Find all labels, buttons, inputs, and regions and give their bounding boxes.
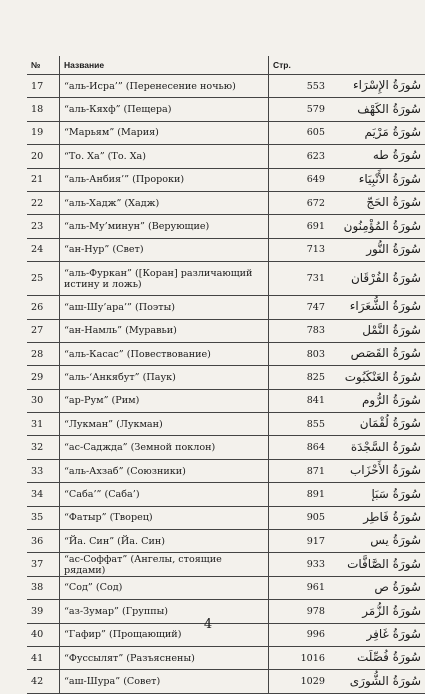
table-header-row	[27, 56, 425, 75]
row-page: 978	[269, 600, 330, 623]
row-number: 38	[27, 576, 60, 599]
row-arabic-title: سُورَةُ الفُرْقَان	[329, 262, 425, 296]
row-number: 39	[27, 600, 60, 623]
row-page: 713	[269, 238, 330, 261]
row-name: “ас-Соффат” (Ангелы, стоящие рядами)	[60, 553, 269, 576]
row-arabic-title: سُورَةُ السَّجْدَة	[329, 436, 425, 459]
table-row	[27, 262, 425, 296]
row-arabic-title: سُورَةُ الزُّمَر	[329, 600, 425, 623]
row-page: 605	[269, 121, 330, 144]
row-page: 1029	[269, 670, 330, 693]
header-name: Название	[60, 56, 269, 75]
row-page: 747	[269, 296, 330, 319]
row-arabic-title: سُورَةُ ص	[329, 576, 425, 599]
row-name: “аль-Му’минун” (Верующие)	[60, 215, 269, 238]
table-row	[27, 75, 425, 98]
row-name: “аль-Ахзаб” (Союзники)	[60, 459, 269, 482]
row-number: 42	[27, 670, 60, 693]
table-row	[27, 670, 425, 693]
row-arabic-title: سُورَةُ لُقْمَان	[329, 413, 425, 436]
row-arabic-title: سُورَةُ الأَنْبِيَاء	[329, 168, 425, 191]
row-name: “Йа. Син” (Йа. Син)	[60, 530, 269, 553]
row-name: “аль-Анбия’” (Пророки)	[60, 168, 269, 191]
table-row	[27, 389, 425, 412]
row-number: 27	[27, 319, 60, 342]
row-arabic-title: سُورَةُ النَّمْل	[329, 319, 425, 342]
row-name: “аш-Шу’ара’” (Поэты)	[60, 296, 269, 319]
row-page: 731	[269, 262, 330, 296]
row-name: “ан-Намль” (Муравьи)	[60, 319, 269, 342]
row-number: 35	[27, 506, 60, 529]
table-row	[27, 296, 425, 319]
table-row	[27, 436, 425, 459]
row-name: “Сод” (Сод)	[60, 576, 269, 599]
row-arabic-title: سُورَةُ القَصَص	[329, 342, 425, 365]
row-page: 871	[269, 459, 330, 482]
table-row	[27, 646, 425, 669]
row-name: “аль-Касас” (Повествование)	[60, 342, 269, 365]
table-row	[27, 319, 425, 342]
row-number: 26	[27, 296, 60, 319]
row-arabic-title: سُورَةُ الأَحْزَاب	[329, 459, 425, 482]
row-arabic-title: سُورَةُ طه	[329, 145, 425, 168]
row-page: 905	[269, 506, 330, 529]
table-row	[27, 459, 425, 482]
row-page: 864	[269, 436, 330, 459]
table-row	[27, 215, 425, 238]
row-name: “аль-Хадж” (Хадж)	[60, 191, 269, 214]
row-arabic-title: سُورَةُ الصَّافَّات	[329, 553, 425, 576]
row-page: 933	[269, 553, 330, 576]
row-number: 24	[27, 238, 60, 261]
row-name: “Саба’” (Саба’)	[60, 483, 269, 506]
header-arabic	[329, 56, 425, 75]
table-row	[27, 483, 425, 506]
row-page: 1016	[269, 646, 330, 669]
row-page: 917	[269, 530, 330, 553]
row-arabic-title: سُورَةُ الإِسْرَاء	[329, 75, 425, 98]
row-number: 34	[27, 483, 60, 506]
row-name: “аз-Зумар” (Группы)	[60, 600, 269, 623]
row-number: 17	[27, 75, 60, 98]
row-arabic-title: سُورَةُ فَاطِر	[329, 506, 425, 529]
header-page: Стр.	[269, 56, 330, 75]
row-page: 855	[269, 413, 330, 436]
contents-table	[27, 56, 425, 694]
row-page: 783	[269, 319, 330, 342]
row-name: “Марьям” (Мария)	[60, 121, 269, 144]
row-arabic-title: سُورَةُ سَبَإ	[329, 483, 425, 506]
row-arabic-title: سُورَةُ الرُّوم	[329, 389, 425, 412]
row-arabic-title: سُورَةُ الشُّعَرَاء	[329, 296, 425, 319]
table-row	[27, 366, 425, 389]
row-arabic-title: سُورَةُ الكَهْف	[329, 98, 425, 121]
header-number: №	[27, 56, 60, 75]
table-row	[27, 121, 425, 144]
row-arabic-title: سُورَةُ العَنْكَبُوت	[329, 366, 425, 389]
table-row	[27, 168, 425, 191]
row-name: “ан-Нур” (Свет)	[60, 238, 269, 261]
row-name: “ар-Рум” (Рим)	[60, 389, 269, 412]
table-row	[27, 191, 425, 214]
row-number: 18	[27, 98, 60, 121]
row-name: “Фатыр” (Творец)	[60, 506, 269, 529]
row-name: “ас-Саджда” (Земной поклон)	[60, 436, 269, 459]
row-number: 32	[27, 436, 60, 459]
row-page: 841	[269, 389, 330, 412]
row-number: 37	[27, 553, 60, 576]
table-row	[27, 576, 425, 599]
row-page: 825	[269, 366, 330, 389]
row-page: 672	[269, 191, 330, 214]
row-name: “аль-Фуркан” ([Коран] различающий истину и ложь)	[60, 262, 269, 296]
row-page: 691	[269, 215, 330, 238]
row-name: “аль-‘Анкябут” (Паук)	[60, 366, 269, 389]
row-number: 23	[27, 215, 60, 238]
row-number: 29	[27, 366, 60, 389]
table-row	[27, 530, 425, 553]
row-number: 30	[27, 389, 60, 412]
row-number: 36	[27, 530, 60, 553]
page-number: 4	[203, 617, 213, 632]
row-number: 19	[27, 121, 60, 144]
row-number: 22	[27, 191, 60, 214]
row-number: 31	[27, 413, 60, 436]
table-row	[27, 413, 425, 436]
row-page: 623	[269, 145, 330, 168]
table-row	[27, 553, 425, 576]
row-number: 33	[27, 459, 60, 482]
row-page: 961	[269, 576, 330, 599]
row-name: “То. Ха” (То. Ха)	[60, 145, 269, 168]
row-number: 20	[27, 145, 60, 168]
row-page: 996	[269, 623, 330, 646]
row-name: “Фуссылят” (Разъяснены)	[60, 646, 269, 669]
row-arabic-title: سُورَةُ مَرْيَم	[329, 121, 425, 144]
table-row	[27, 238, 425, 261]
table-row	[27, 506, 425, 529]
row-page: 579	[269, 98, 330, 121]
row-name: “аш-Шура” (Совет)	[60, 670, 269, 693]
row-name: “Гафир” (Прощающий)	[60, 623, 269, 646]
row-arabic-title: سُورَةُ فُصِّلَت	[329, 646, 425, 669]
table-row	[27, 98, 425, 121]
row-page: 649	[269, 168, 330, 191]
row-number: 41	[27, 646, 60, 669]
row-page: 803	[269, 342, 330, 365]
row-name: “аль-Исра’” (Перенесение ночью)	[60, 75, 269, 98]
row-number: 40	[27, 623, 60, 646]
row-page: 553	[269, 75, 330, 98]
row-arabic-title: سُورَةُ النُّور	[329, 238, 425, 261]
table-row	[27, 145, 425, 168]
row-arabic-title: سُورَةُ المُؤْمِنُون	[329, 215, 425, 238]
row-number: 21	[27, 168, 60, 191]
row-name: “аль-Кяхф” (Пещера)	[60, 98, 269, 121]
table-row	[27, 342, 425, 365]
row-arabic-title: سُورَةُ الحَجّ	[329, 191, 425, 214]
row-arabic-title: سُورَةُ يس	[329, 530, 425, 553]
row-name: “Лукман” (Лукман)	[60, 413, 269, 436]
row-number: 25	[27, 262, 60, 296]
row-arabic-title: سُورَةُ الشُّورَى	[329, 670, 425, 693]
row-page: 891	[269, 483, 330, 506]
row-number: 28	[27, 342, 60, 365]
row-arabic-title: سُورَةُ غَافِر	[329, 623, 425, 646]
